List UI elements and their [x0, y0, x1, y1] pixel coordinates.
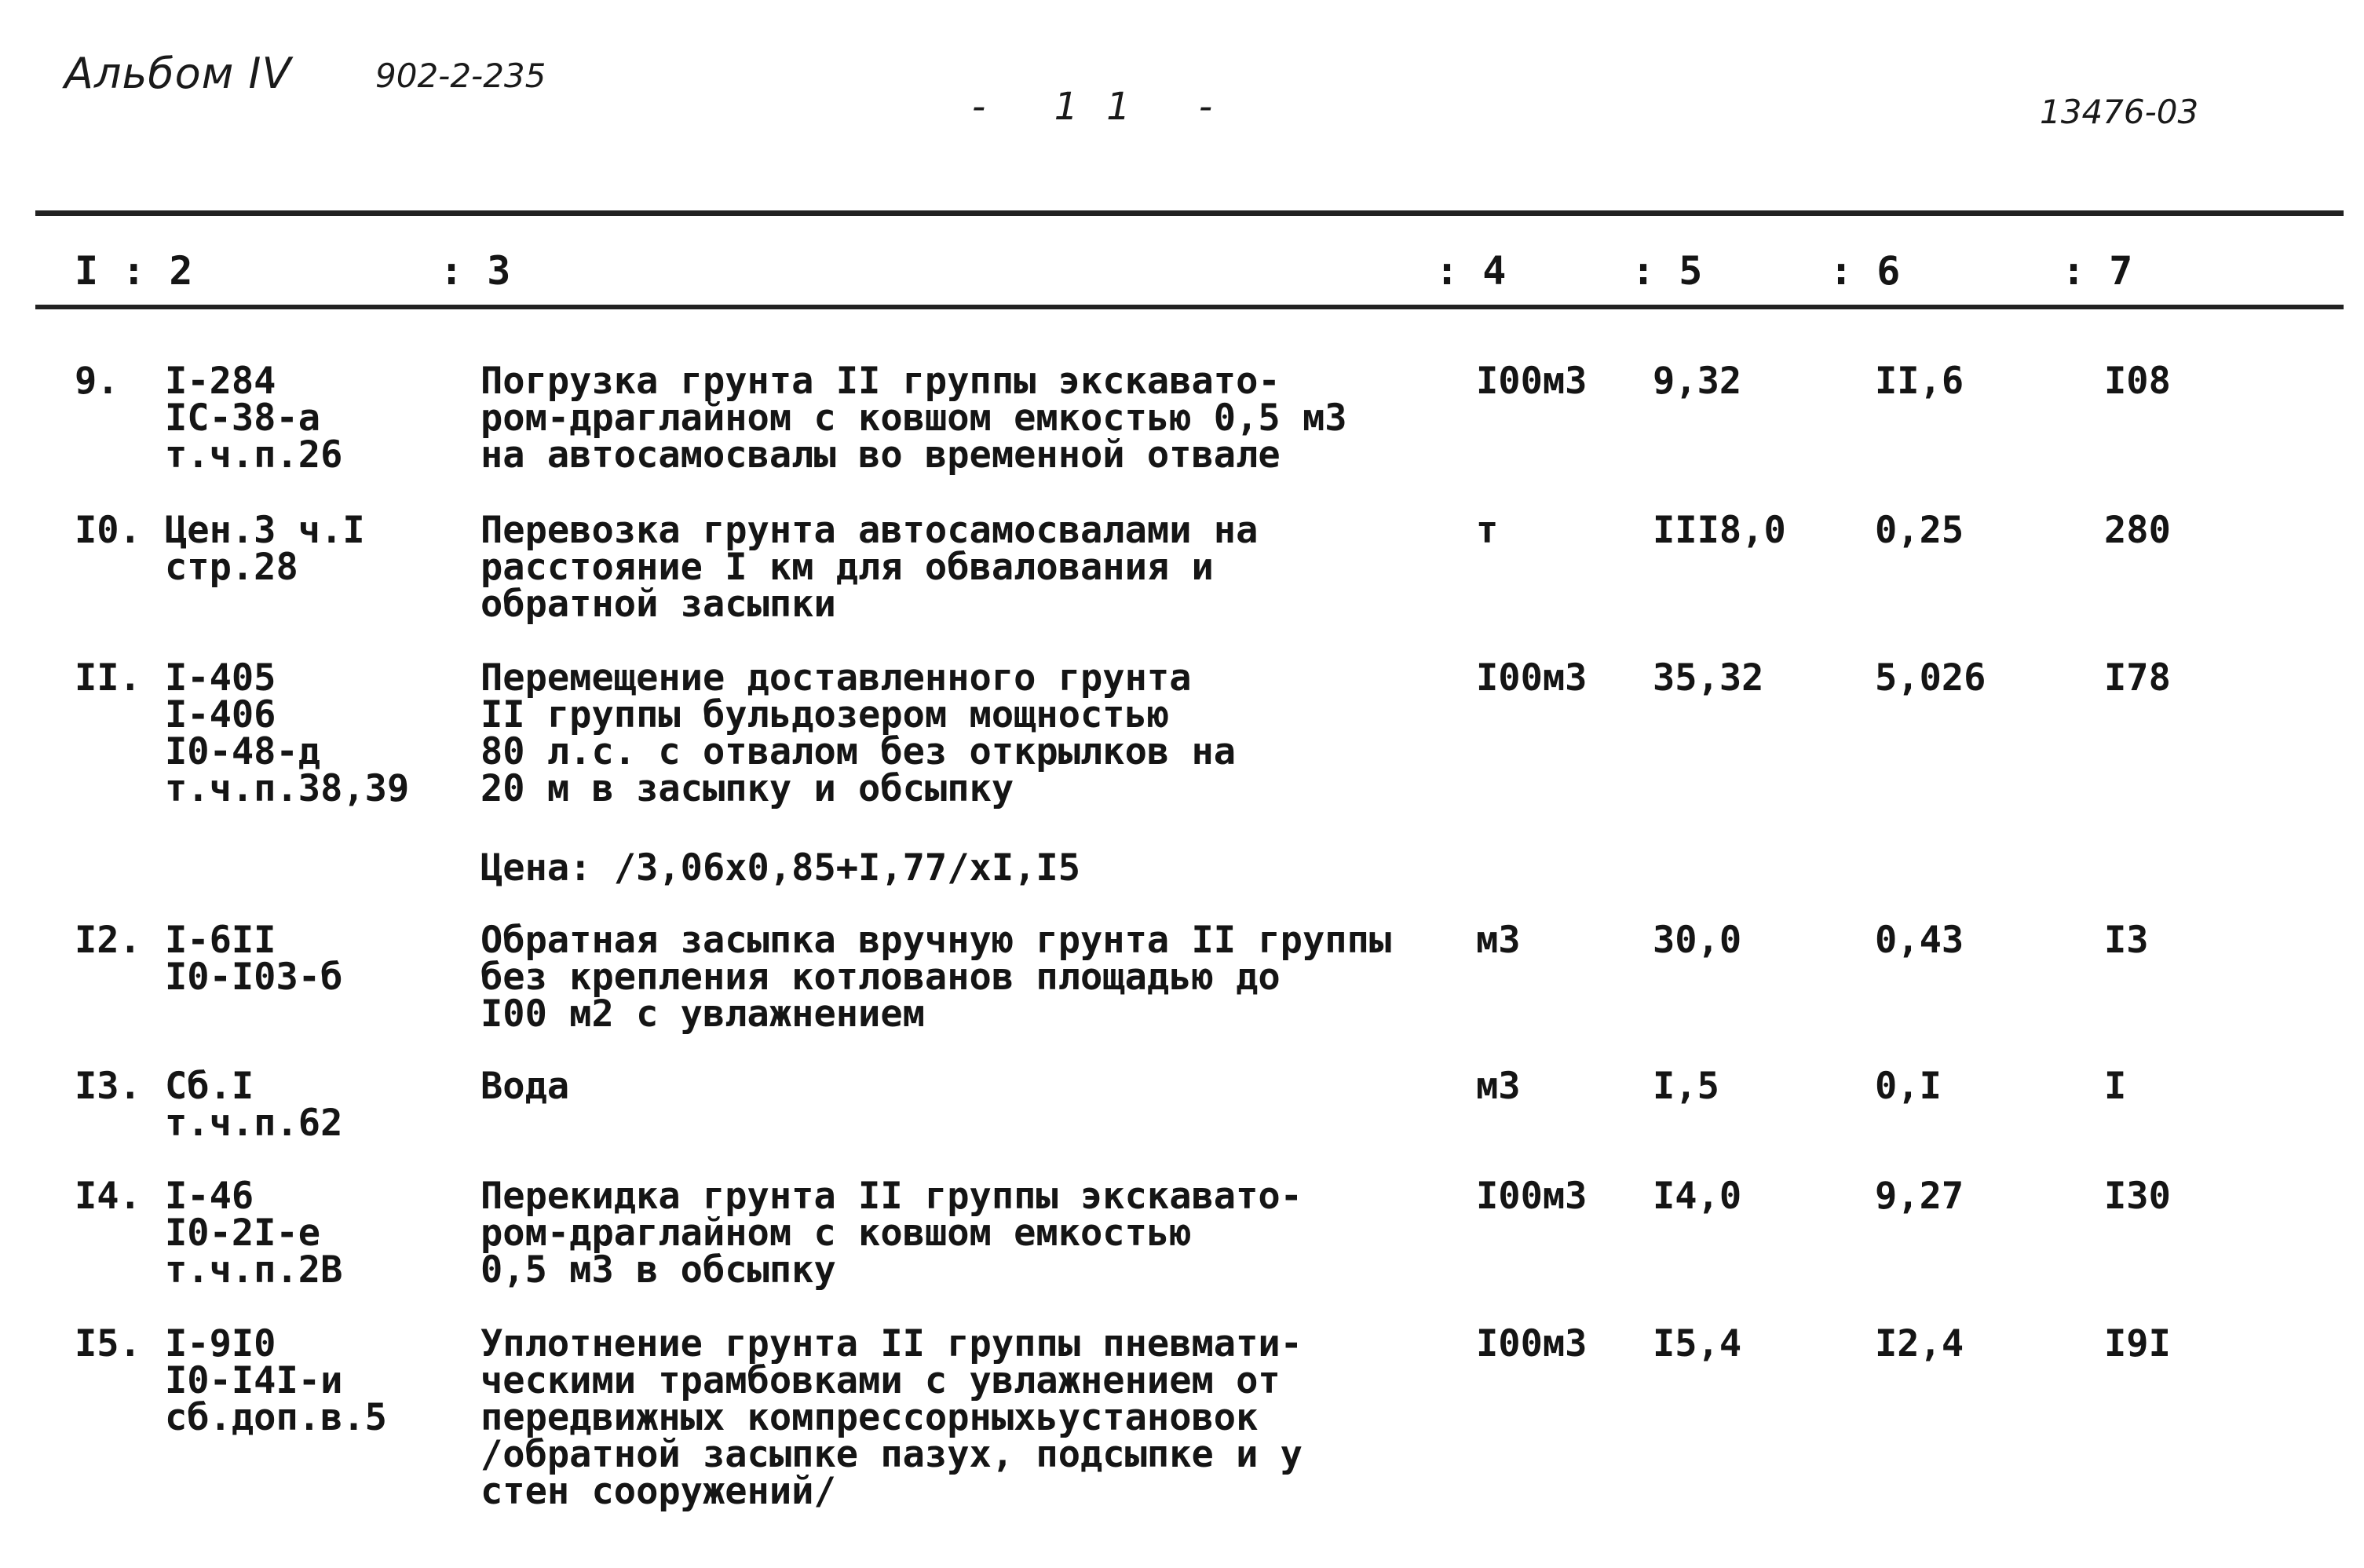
total-cost: I30 [2104, 1175, 2171, 1218]
unit-price: I2,4 [1875, 1322, 1964, 1365]
work-description: Вода [480, 1065, 570, 1108]
quantity: I5,4 [1653, 1322, 1742, 1365]
norm-reference: Цен.3 ч.I стр.28 [165, 509, 365, 589]
work-description: Погрузка грунта II группы экскавато- ром-драглайном с ковшом емкостью 0,5 м3 на автосамосвалы во временной отвале [480, 360, 1347, 477]
unit-price: II,6 [1875, 360, 1964, 403]
row-number: I2. [75, 919, 141, 962]
unit-price: 0,43 [1875, 919, 1964, 962]
total-cost: I9I [2104, 1322, 2171, 1365]
unit-price: 5,026 [1875, 656, 1986, 700]
quantity: I4,0 [1653, 1175, 1742, 1218]
column-header-3: : 3 [440, 248, 511, 294]
norm-reference: Сб.I т.ч.п.62 [165, 1065, 343, 1145]
work-description: Обратная засыпка вручную грунта II группы без крепления котлованов площадью до I00 м2 с увлажнением [480, 919, 1392, 1036]
column-header-4: : 4 [1435, 248, 1507, 294]
unit-price: 0,25 [1875, 509, 1964, 552]
norm-reference: I-6II I0-I03-б [165, 919, 343, 999]
unit: м3 [1476, 919, 1521, 962]
unit: I00м3 [1476, 1175, 1588, 1218]
column-header-1-2: I : 2 [75, 248, 193, 294]
row-number: 9. [75, 360, 119, 403]
quantity: III8,0 [1653, 509, 1786, 552]
total-cost: I [2104, 1065, 2127, 1108]
total-cost: 280 [2104, 509, 2171, 552]
unit-price: 0,I [1875, 1065, 1942, 1108]
unit: т [1476, 509, 1499, 552]
quantity: I,5 [1653, 1065, 1719, 1108]
column-header-7: : 7 [2062, 248, 2133, 294]
total-cost: I3 [2104, 919, 2149, 962]
price-formula-note: Цена: /3,06х0,85+I,77/хI,I5 [480, 846, 1081, 890]
series-number: 902-2-235 [375, 57, 546, 95]
norm-reference: I-9I0 I0-I4I-и сб.доп.в.5 [165, 1322, 387, 1439]
work-description: Перемещение доставленного грунта II группы бульдозером мощностью 80 л.с. с отвалом без открылков на 20 м в засыпку и обсыпку [480, 656, 1237, 810]
unit: I00м3 [1476, 360, 1588, 403]
row-number: I5. [75, 1322, 141, 1365]
row-number: II. [75, 656, 141, 700]
unit: I00м3 [1476, 656, 1588, 700]
column-header-5: : 5 [1631, 248, 1703, 294]
quantity: 35,32 [1653, 656, 1764, 700]
total-cost: I08 [2104, 360, 2171, 403]
quantity: 30,0 [1653, 919, 1742, 962]
row-number: I3. [75, 1065, 141, 1108]
column-header-6: : 6 [1829, 248, 1901, 294]
norm-reference: I-405 I-406 I0-48-д т.ч.п.38,39 [165, 656, 410, 810]
document-number: 13476-03 [2040, 93, 2199, 131]
norm-reference: I-284 IC-38-а т.ч.п.26 [165, 360, 343, 477]
work-description: Перекидка грунта II группы экскавато- ром-драглайном с ковшом емкостью 0,5 м3 в обсыпку [480, 1175, 1303, 1292]
album-label: Альбом IV [64, 49, 292, 98]
norm-reference: I-46 I0-2I-е т.ч.п.2В [165, 1175, 343, 1292]
unit-price: 9,27 [1875, 1175, 1964, 1218]
row-number: I4. [75, 1175, 141, 1218]
unit: м3 [1476, 1065, 1521, 1108]
row-number: I0. [75, 509, 141, 552]
header-rule [35, 305, 2344, 309]
total-cost: I78 [2104, 656, 2171, 700]
unit: I00м3 [1476, 1322, 1588, 1365]
page-number: - 11 - [972, 85, 1241, 129]
work-description: Перевозка грунта автосамосвалами на расстояние I км для обвалования и обратной засыпки [480, 509, 1259, 626]
work-description: Уплотнение грунта II группы пневмати- ческими трамбовками с увлажнением от передвижных компрессорныхьустановок /обратной засыпке пазух, подсыпке и у стен сооружений/ [480, 1322, 1303, 1513]
quantity: 9,32 [1653, 360, 1742, 403]
top-rule [35, 210, 2344, 216]
